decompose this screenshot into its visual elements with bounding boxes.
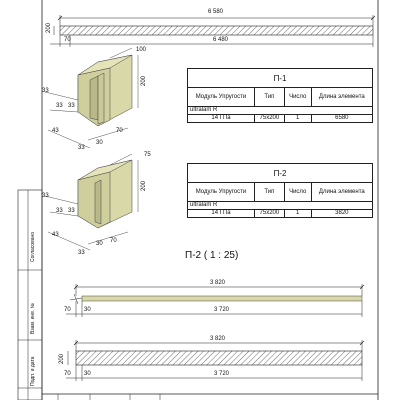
spec-table-p1-cell: 1 [284, 115, 311, 123]
iso1-dim-30: 30 [96, 140, 103, 146]
iso2-dim-43: 43 [52, 232, 59, 238]
p2-elev-dim-net: 3 720 [214, 371, 230, 377]
spec-table-p1 [187, 68, 373, 123]
spec-table-p1-header: Длина элемента [311, 88, 372, 107]
stamp-label-sign: Подп. и дата [30, 356, 36, 386]
iso2-dim-33a: 33 [42, 193, 49, 199]
spec-table-p2-title: П-2 [188, 164, 373, 183]
iso1-dim-43: 43 [52, 128, 59, 134]
iso2-dim-70: 70 [110, 238, 117, 244]
spec-table-p1-header: Число [284, 88, 311, 107]
spec-table-p2-header: Число [284, 183, 311, 202]
spec-table-p2 [187, 163, 373, 218]
iso2-dim-33b: 33 [56, 208, 63, 214]
iso2-dim-33d: 33 [78, 250, 85, 256]
iso1-dim-70: 70 [116, 128, 123, 134]
top-beam-dim-total: 6 580 [208, 9, 224, 15]
spec-table-p2-cell: 1 [284, 210, 311, 218]
spec-table-p1-cell: 75x200 [254, 115, 284, 123]
p2-elev-dim-30: 30 [84, 371, 91, 377]
spec-table-p2-material: ultralam R [188, 202, 373, 210]
spec-table-p1-header: Тип [254, 88, 284, 107]
iso1-dim-100: 100 [136, 47, 147, 53]
iso2-dim-75: 75 [144, 152, 151, 158]
iso1-dim-33b: 33 [56, 103, 63, 109]
spec-table-p1-cell: 14 ГПа [188, 115, 255, 123]
spec-table-p1-material: ultralam R [188, 107, 373, 115]
iso2-dim-200: 200 [141, 180, 147, 191]
iso1-dim-33a: 33 [42, 88, 49, 94]
spec-table-p2-cell: 3820 [311, 210, 372, 218]
spec-table-p2-cell: 14 ГПа [188, 210, 255, 218]
p2-plan-dim-net: 3 720 [214, 307, 230, 313]
spec-table-p1-header: Модуль Упругости [188, 88, 255, 107]
p2-plan-dim-30: 30 [84, 307, 91, 313]
stamp-label-inv: Взам. инв. № [30, 303, 36, 334]
iso1-dim-200: 200 [141, 75, 147, 86]
spec-table-p2-header: Длина элемента [311, 183, 372, 202]
spec-table-p2-cell: 75x200 [254, 210, 284, 218]
p2-elev-dim-total: 3 820 [210, 336, 226, 342]
p2-elevation-beam [76, 351, 362, 365]
top-beam-section [60, 26, 373, 35]
iso2-dim-30: 30 [96, 241, 103, 247]
top-beam-dim-offset: 70 [64, 37, 71, 43]
p2-plan-dim-total: 3 820 [210, 280, 226, 286]
top-beam-dim-net: 6 480 [213, 37, 229, 43]
iso1-dim-33d: 33 [78, 145, 85, 151]
p2-elev-dim-70: 70 [64, 371, 71, 377]
scale-title: П-2 ( 1 : 25) [185, 250, 239, 261]
spec-table-p1-cell: 6580 [311, 115, 372, 123]
spec-table-p2-header: Тип [254, 183, 284, 202]
p2-plan-dim-70: 70 [64, 307, 71, 313]
spec-table-p2-header: Модуль Упругости [188, 183, 255, 202]
stamp-label-agreed: Согласовано [30, 231, 36, 262]
p2-elev-dim-200: 200 [59, 353, 65, 364]
p2-plan-beam [82, 296, 362, 301]
iso1-dim-33c: 33 [68, 103, 75, 109]
top-beam-dim-height: 200 [46, 22, 52, 33]
spec-table-p1-title: П-1 [188, 69, 373, 88]
iso2-dim-33c: 33 [68, 208, 75, 214]
